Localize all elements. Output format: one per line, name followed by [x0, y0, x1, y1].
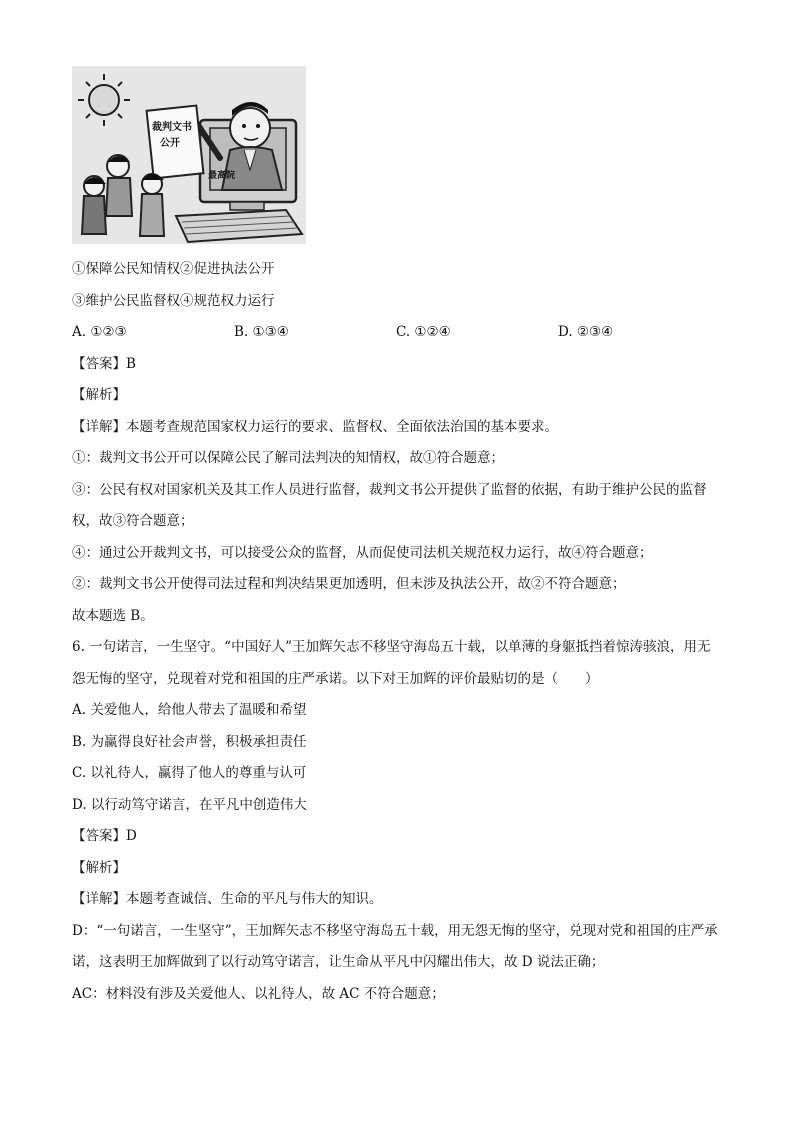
q6-option-c[interactable]: C. 以礼待人，赢得了他人的尊重与认可 — [72, 765, 307, 781]
statement-line-2: ③维护公民监督权④规范权力运行 — [72, 292, 275, 309]
q6-point-ac: AC：材料没有涉及关爱他人、以礼待人，故 AC 不符合题意； — [72, 985, 445, 1002]
q6-answer: 【答案】D — [72, 828, 137, 844]
screen-label: 最高院 — [208, 171, 236, 181]
q5-option-a[interactable]: A. ①②③ — [72, 324, 127, 340]
q5-answer: 【答案】B — [72, 355, 136, 372]
q5-option-b[interactable]: B. ①③④ — [234, 324, 289, 340]
q5-point-4: ④：通过公开裁判文书，可以接受公众的监督，从而促使司法机关规范权力运行，故④符合题意； — [72, 544, 653, 561]
q6-option-d[interactable]: D. 以行动笃守诺言，在平凡中创造伟大 — [72, 796, 307, 813]
q6-analysis-heading: 【解析】 — [72, 859, 126, 876]
q6-point-d: D：“一句诺言，一生坚守”，王加辉矢志不移坚守海岛五十载，用无怨无悔的坚守，兑现对党和祖国的庄严承诺，这表明王加辉做到了以行动笃守诺言，让生命从平凡中闪耀出伟大，故 D 说法正确； — [72, 922, 718, 970]
statement-line-1: ①保障公民知情权②促进执法公开 — [72, 261, 275, 277]
q6-stem: 6. 一句诺言，一生坚守。“中国好人”王加辉矢志不移坚守海岛五十载，以单薄的身躯抵挡着惊涛骇浪，用无怨无悔的坚守，兑现着对党和祖国的庄严承诺。以下对王加辉的评价最贴切的是（ ） — [72, 639, 711, 687]
q5-point-1: ①：裁判文书公开可以保障公民了解司法判决的知情权，故①符合题意； — [72, 450, 504, 466]
q5-option-c[interactable]: C. ①②④ — [396, 324, 451, 340]
document-label-1: 裁判文书 — [152, 122, 192, 133]
document-page — [72, 66, 722, 1010]
q5-analysis-heading: 【解析】 — [72, 387, 126, 403]
q6-detail: 【详解】本题考查诚信、生命的平凡与伟大的知识。 — [72, 891, 383, 907]
document-label-2: 公开 — [160, 138, 180, 149]
document-sheet — [147, 106, 204, 179]
q5-options — [72, 317, 722, 349]
q5-detail: 【详解】本题考查规范国家权力运行的要求、监督权、全面依法治国的基本要求。 — [72, 418, 558, 435]
q5-option-d[interactable]: D. ②③④ — [558, 324, 614, 340]
q5-conclusion: 故本题选 B。 — [72, 607, 154, 624]
q5-point-2: ②：裁判文书公开使得司法过程和判决结果更加透明，但未涉及执法公开，故②不符合题意； — [72, 576, 626, 592]
q5-point-3: ③：公民有权对国家机关及其工作人员进行监督，裁判文书公开提供了监督的依据，有助于维护公民的监督权，故③符合题意； — [72, 481, 707, 529]
q6-option-b[interactable]: B. 为赢得良好社会声誉，积极承担责任 — [72, 733, 307, 750]
cartoon-svg — [72, 66, 306, 244]
cartoon-illustration — [72, 66, 306, 244]
q6-option-a[interactable]: A. 关爱他人，给他人带去了温暖和希望 — [72, 702, 307, 718]
